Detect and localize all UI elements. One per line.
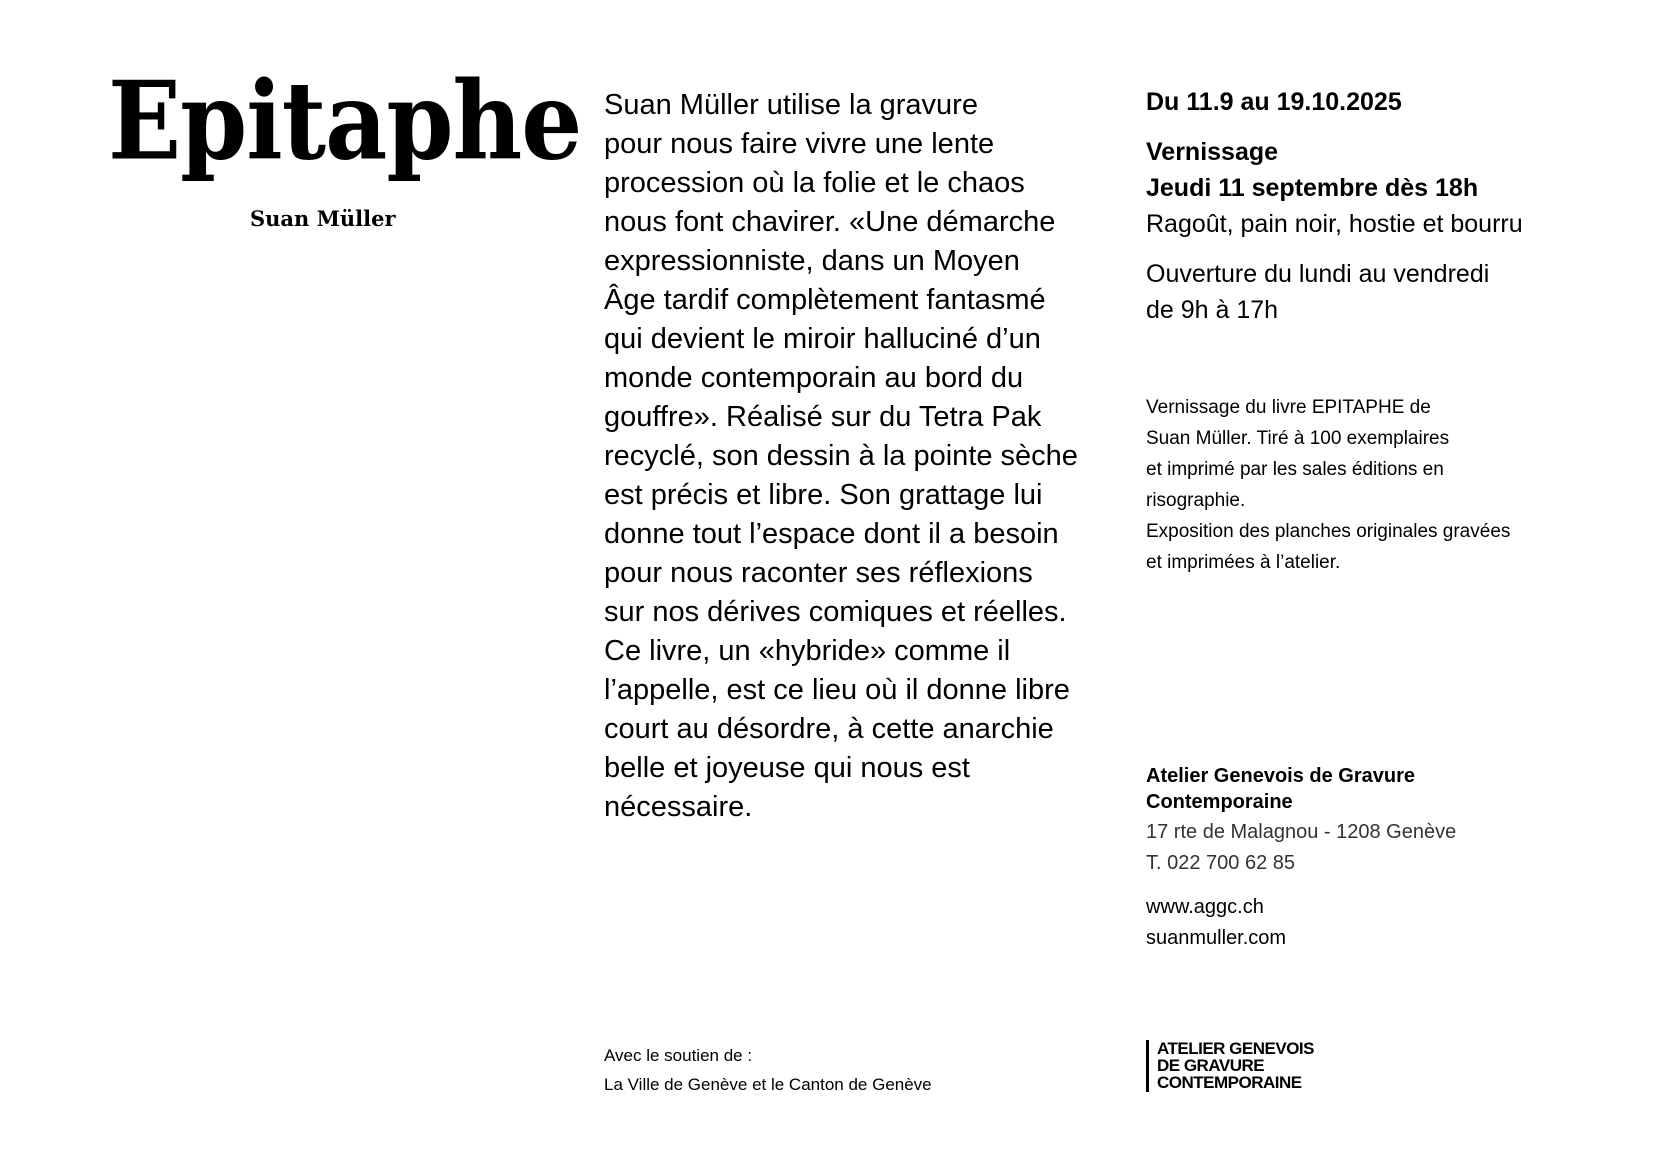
book-note-line: Exposition des planches originales gravées — [1146, 521, 1511, 542]
website-link-aggc[interactable]: www.aggc.ch — [1146, 896, 1264, 918]
description-line: sur nos dérives comiques et réelles. — [604, 596, 1067, 628]
atelier-phone: T. 022 700 62 85 — [1146, 852, 1296, 874]
description-line: nous font chavirer. «Une démarche — [604, 206, 1056, 238]
book-note — [1146, 392, 1626, 578]
atelier-logo — [1146, 1040, 1314, 1092]
logo-line: ATELIER GENEVOIS — [1157, 1039, 1314, 1058]
exhibition-dates: Du 11.9 au 19.10.2025 — [1146, 88, 1402, 116]
support-names: La Ville de Genève et le Canton de Genève — [604, 1075, 932, 1094]
description-line: court au désordre, à cette anarchie — [604, 713, 1054, 745]
page-title: Epitaphe — [108, 57, 582, 185]
atelier-address: 17 rte de Malagnou - 1208 Genève — [1146, 821, 1457, 843]
description-line: donne tout l’espace dont il a besoin — [604, 518, 1059, 550]
atelier-name: Contemporaine — [1146, 791, 1293, 813]
logo-line: DE GRAVURE — [1157, 1056, 1265, 1075]
description-line: pour nous faire vivre une lente — [604, 128, 995, 160]
book-note-line: risographie. — [1146, 490, 1246, 511]
description-line: expressionniste, dans un Moyen — [604, 245, 1020, 277]
author-name: Suan Müller — [250, 206, 396, 231]
description-line: l’appelle, est ce lieu où il donne libre — [604, 674, 1070, 706]
book-note-line: Suan Müller. Tiré à 100 exemplaires — [1146, 428, 1450, 449]
logo-line: CONTEMPORAINE — [1157, 1073, 1302, 1092]
description-line: Suan Müller utilise la gravure — [604, 89, 978, 121]
book-note-line: et imprimé par les sales éditions en — [1146, 459, 1444, 480]
support-label: Avec le soutien de : — [604, 1046, 753, 1065]
opening-hours-line: Ouverture du lundi au vendredi — [1146, 260, 1490, 288]
description-line: pour nous raconter ses réflexions — [604, 557, 1033, 589]
book-note-line: Vernissage du livre EPITAPHE de — [1146, 397, 1431, 418]
atelier-name: Atelier Genevois de Gravure — [1146, 765, 1416, 787]
description-line: qui devient le miroir halluciné d’un — [604, 323, 1041, 355]
description-text — [604, 86, 1114, 827]
description-line: recyclé, son dessin à la pointe sèche — [604, 440, 1078, 472]
description-line: Âge tardif complètement fantasmé — [604, 284, 1046, 316]
description-line: monde contemporain au bord du — [604, 362, 1024, 394]
vernissage-label: Vernissage — [1146, 138, 1279, 166]
vernissage-date: Jeudi 11 septembre dès 18h — [1146, 174, 1479, 202]
opening-hours-line: de 9h à 17h — [1146, 296, 1279, 324]
description-line: gouffre». Réalisé sur du Tetra Pak — [604, 401, 1042, 433]
website-link-suanmuller[interactable]: suanmuller.com — [1146, 927, 1287, 949]
vernissage-menu: Ragoût, pain noir, hostie et bourru — [1146, 210, 1523, 238]
book-note-line: et imprimées à l’atelier. — [1146, 552, 1341, 573]
description-line: procession où la folie et le chaos — [604, 167, 1025, 199]
description-line: nécessaire. — [604, 791, 753, 823]
description-line: Ce livre, un «hybride» comme il — [604, 635, 1011, 667]
description-line: belle et joyeuse qui nous est — [604, 752, 970, 784]
description-line: est précis et libre. Son grattage lui — [604, 479, 1043, 511]
